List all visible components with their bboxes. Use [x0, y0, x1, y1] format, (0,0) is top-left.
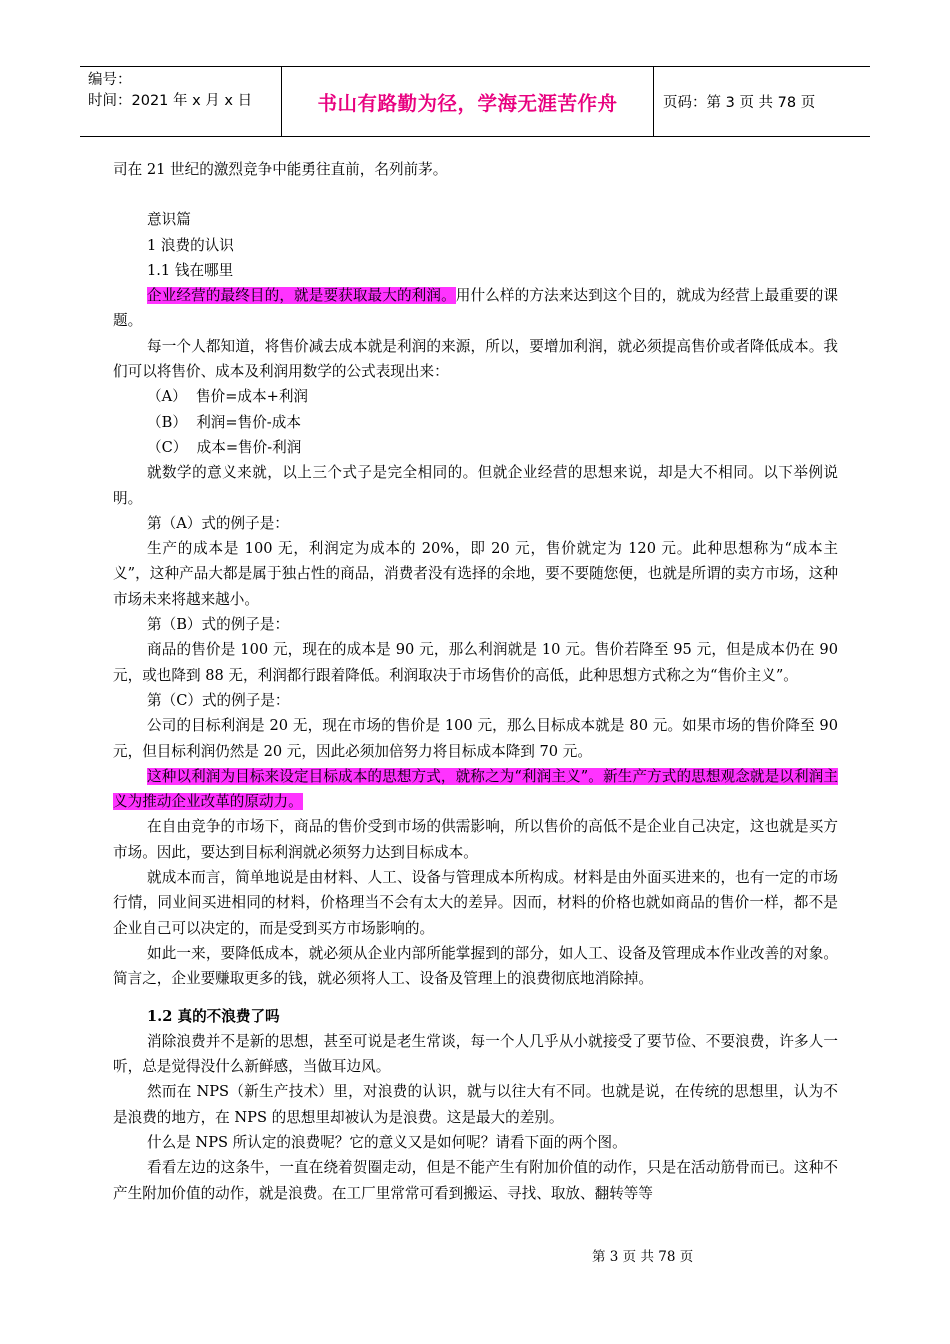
highlighted-text: 这种以利润为目标来设定目标成本的思想方式，就称之为“利润主义”。新生产方式的思想观念就是以利润主义为推动企业改革的原动力。: [113, 767, 838, 811]
paragraph: 在自由竞争的市场下，商品的售价受到市场的供需影响，所以售价的高低不是企业自己决定，这也就是买方市场。因此，要达到目标利润就必须努力达到目标成本。: [113, 818, 838, 861]
paragraph: 每一个人都知道，将售价减去成本就是利润的来源，所以，要增加利润，就必须提高售价或者降低成本。我们可以将售价、成本及利润用数学的公式表现出来：: [113, 337, 838, 381]
paragraph: 如此一来，要降低成本，就必须从企业内部所能掌握到的部分，如人工、设备及管理成本作业改善的对象。简言之，企业要赚取更多的钱，就必须将人工、设备及管理上的浪费彻底地消除掉。: [113, 944, 838, 988]
part-heading: 意识篇: [147, 211, 191, 229]
paragraph: 消除浪费并不是新的思想，甚至可说是老生常谈，每一个人几乎从小就接受了要节俭、不要浪费，许多人一听，总是觉得没什么新鲜感，当做耳边风。: [113, 1032, 838, 1076]
section-heading: 1 浪费的认识: [147, 236, 234, 254]
paragraph: [113, 283, 838, 334]
paragraph: 生产的成本是 100 无，利润定为成本的 20%，即 20 元，售价就定为 120 元。此种思想称为“成本主义”，这种产品大都是属于独占性的商品，消费者没有选择的余地，要不要随您便，也就是所谓的卖方市场，这种市场未来将越来越小。: [113, 540, 838, 608]
paragraph: 然而在 NPS（新生产技术）里，对浪费的认识，就与以往大有不同。也就是说，在传统的思想里，认为不是浪费的地方，在 NPS 的思想里却被认为是浪费。这是最大的差别。: [113, 1083, 838, 1126]
paragraph: 就成本而言，简单地说是由材料、人工、设备与管理成本所构成。材料是由外面买进来的，也有一定的市场行情，同业间买进相同的材料，价格理当不会有太大的差异。因而，材料的价格也就如商品的售价一样，都不是企业自己可以决定的，而是受到买方市场影响的。: [113, 869, 838, 937]
page-footer: 第 3 页 共 78 页: [592, 1249, 694, 1265]
document-number-label: 编号：: [88, 72, 132, 88]
spacer: [113, 182, 838, 207]
formula-c: （C） 成本=售价-利润: [147, 438, 302, 456]
paragraph: 司在 21 世纪的激烈竞争中能勇往直前，名列前茅。: [113, 161, 448, 178]
highlighted-text: 企业经营的最终目的，就是要获取最大的利润。: [147, 287, 456, 305]
header-page-cell: [654, 67, 870, 136]
header-motto-cell: [282, 67, 654, 136]
document-date-label: 时间：2021 年 x 月 x 日: [88, 93, 253, 109]
formula-b: （B） 利润=售价-成本: [147, 413, 301, 431]
header-page-number: 页码：第 3 页 共 78 页: [663, 95, 816, 111]
paragraph-text: 用什么样的方法来达到这个目的，就成为经营上最重要的课题。: [113, 287, 838, 330]
example-label: 第（A）式的例子是：: [147, 514, 289, 532]
paragraph: 什么是 NPS 所认定的浪费呢？它的意义又是如何呢？请看下面的两个图。: [147, 1133, 627, 1151]
paragraph: 就数学的意义来就，以上三个式子是完全相同的。但就企业经营的思想来说，却是大不相同。以下举例说明。: [113, 464, 838, 507]
header-info-cell: [80, 67, 282, 136]
formula-a: （A） 售价=成本+利润: [147, 388, 309, 406]
paragraph: [113, 764, 838, 815]
paragraph: 看看左边的这条牛，一直在绕着贺圈走动，但是不能产生有附加价值的动作，只是在活动筋骨而已。这种不产生附加价值的动作，就是浪费。在工厂里常常可看到搬运、寻找、取放、翻转等等: [113, 1159, 838, 1202]
paragraph: 商品的售价是 100 元，现在的成本是 90 元，那么利润就是 10 元。售价若降至 95 元，但是成本仍在 90 元，或也降到 88 无，利润都行跟着降低。利润取决于市场售价的高低，此种思想方式称之为“售价主义”。: [113, 641, 838, 684]
spacer: [113, 992, 838, 1004]
subsection-heading: 1.1 钱在哪里: [147, 261, 234, 279]
page-header: [80, 66, 870, 137]
document-body: [113, 157, 838, 1206]
example-label: 第（C）式的例子是：: [147, 691, 290, 709]
subsection-heading: 1.2 真的不浪费了吗: [147, 1007, 280, 1025]
header-motto: 书山有路勤为径，学海无涯苦作舟: [317, 91, 618, 115]
example-label: 第（B）式的例子是：: [147, 616, 290, 634]
paragraph: 公司的目标利润是 20 无，现在市场的售价是 100 元，那么目标成本就是 80 元。如果市场的售价降至 90 元，但目标利润仍然是 20 元，因此必须加倍努力将目标成本降到 70 元。: [113, 717, 838, 760]
